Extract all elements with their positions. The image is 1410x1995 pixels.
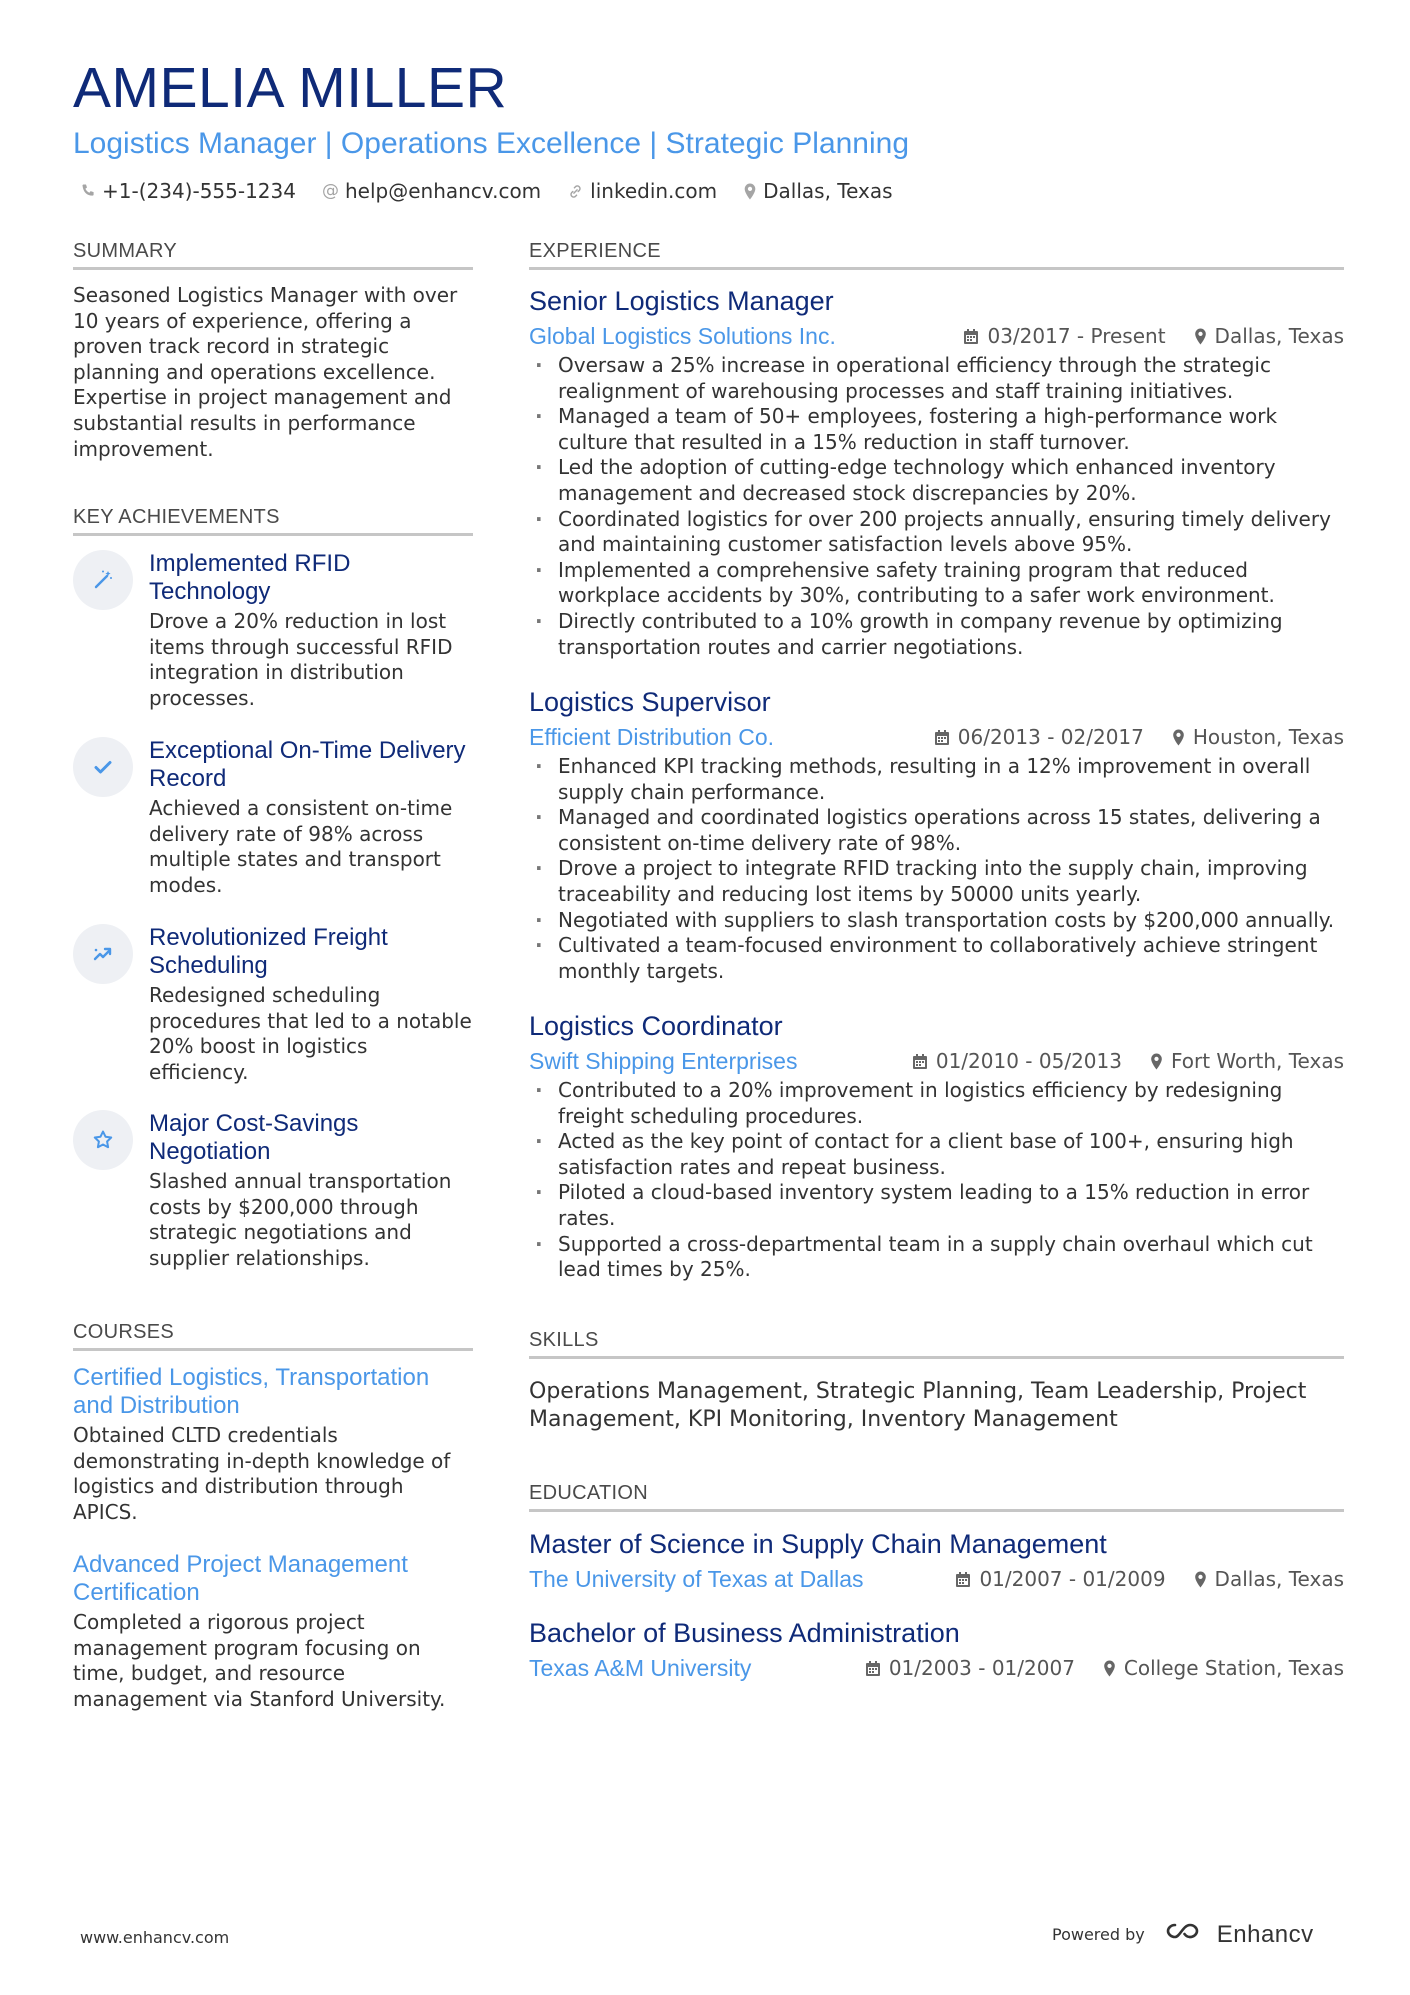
phone-icon [80, 183, 96, 199]
achievements-section-title: KEY ACHIEVEMENTS [73, 505, 473, 536]
link-icon [567, 183, 584, 200]
phone-text: +1-(234)-555-1234 [102, 179, 296, 203]
location-pin-icon [1150, 1053, 1163, 1070]
course-title: Certified Logistics, Transportation and Distribution [73, 1364, 430, 1419]
company-name: Swift Shipping Enterprises [529, 1047, 798, 1074]
job-entry [529, 285, 1344, 660]
contact-phone [80, 177, 296, 205]
degree-title: Master of Science in Supply Chain Management [529, 1529, 1107, 1559]
job-bullet: · Supported a cross-departmental team in a supply chain overhaul which cut lead times by 25%. [529, 1232, 1344, 1283]
job-dates: 06/2013 - 02/2017 [957, 725, 1144, 749]
trend-arrow-icon [73, 924, 133, 984]
job-entry [529, 1010, 1344, 1283]
job-role: Logistics Supervisor [529, 687, 771, 717]
job-bullet: · Contributed to a 20% improvement in logistics efficiency by redesigning freight scheduling procedures. [529, 1078, 1344, 1129]
education-entry [529, 1528, 1344, 1594]
candidate-name: AMELIA MILLER [73, 56, 508, 120]
achievement-title: Exceptional On-Time Delivery Record [149, 737, 466, 792]
school-name: Texas A&M University [529, 1654, 752, 1681]
location-pin-icon [743, 183, 757, 200]
star-icon [73, 1110, 133, 1170]
job-bullet: · Implemented a comprehensive safety training program that reduced workplace accidents by 30%, contributing to a safer work environment. [529, 558, 1344, 609]
calendar-icon [865, 1660, 881, 1677]
course-title: Advanced Project Management Certification [73, 1551, 408, 1606]
job-bullet: · Managed a team of 50+ employees, fostering a high-performance work culture that resulted in a 15% reduction in staff turnover. [529, 404, 1344, 455]
job-location: Fort Worth, Texas [1170, 1049, 1344, 1073]
achievement-description: Achieved a consistent on-time delivery rate of 98% across multiple states and transport modes. [149, 796, 453, 897]
job-bullet: · Managed and coordinated logistics operations across 15 states, delivering a consistent on-time delivery rate of 98%. [529, 805, 1344, 856]
job-bullet: · Negotiated with suppliers to slash transportation costs by $200,000 annually. [529, 908, 1344, 934]
location-text: Dallas, Texas [763, 179, 893, 203]
contact-linkedin[interactable] [567, 177, 717, 205]
education-section-title: EDUCATION [529, 1481, 1344, 1512]
powered-by-label: Powered by [1052, 1925, 1145, 1944]
job-bullet: · Coordinated logistics for over 200 projects annually, ensuring timely delivery and maintaining customer satisfaction levels above 95%. [529, 507, 1344, 558]
skills-text: Operations Management, Strategic Planning, Team Leadership, Project Management, KPI Monitoring, Inventory Management [529, 1379, 1307, 1432]
course-item [73, 1364, 473, 1525]
achievement-item [73, 550, 473, 711]
degree-title: Bachelor of Business Administration [529, 1618, 960, 1648]
company-name: Global Logistics Solutions Inc. [529, 322, 836, 349]
contact-bar [80, 177, 893, 205]
location-pin-icon [1172, 729, 1185, 746]
job-bullet: · Led the adoption of cutting-edge technology which enhanced inventory management and decreased stock discrepancies by 20%. [529, 455, 1344, 506]
job-role: Senior Logistics Manager [529, 286, 834, 316]
summary-text: Seasoned Logistics Manager with over 10 years of experience, offering a proven track record in strategic planning and operations excellence. Expertise in project management and substantial results in performance improvement. [73, 283, 458, 461]
achievement-title: Revolutionized Freight Scheduling [149, 924, 388, 979]
check-icon [73, 737, 133, 797]
calendar-icon [955, 1571, 971, 1588]
location-pin-icon [1194, 328, 1207, 345]
course-description: Completed a rigorous project management program focusing on time, budget, and resource management via Stanford University. [73, 1610, 446, 1711]
company-name: Efficient Distribution Co. [529, 723, 775, 750]
calendar-icon [963, 328, 979, 345]
achievement-item [73, 924, 473, 1085]
job-location: Houston, Texas [1192, 725, 1344, 749]
footer-website-link[interactable]: www.enhancv.com [80, 1928, 230, 1947]
education-dates: 01/2003 - 01/2007 [888, 1656, 1075, 1680]
achievement-item [73, 737, 473, 898]
achievement-description: Redesigned scheduling procedures that led to a notable 20% boost in logistics efficiency. [149, 983, 472, 1084]
location-pin-icon [1103, 1660, 1116, 1677]
job-bullet: · Enhanced KPI tracking methods, resulting in a 12% improvement in overall supply chain performance. [529, 754, 1344, 805]
calendar-icon [912, 1053, 928, 1070]
brand-logo[interactable] [1163, 1919, 1314, 1950]
at-sign-icon: @ [321, 181, 339, 201]
courses-section-title: COURSES [73, 1320, 473, 1351]
job-bullet: · Cultivated a team-focused environment to collaboratively achieve stringent monthly targets. [529, 933, 1344, 984]
education-entry [529, 1617, 1344, 1683]
magic-wand-icon [73, 550, 133, 610]
job-bullets [529, 353, 1344, 660]
linkedin-text[interactable]: linkedin.com [590, 179, 718, 203]
job-bullets [529, 754, 1344, 984]
achievement-description: Drove a 20% reduction in lost items through successful RFID integration in distribution processes. [149, 609, 453, 710]
calendar-icon [934, 729, 950, 746]
job-dates: 01/2010 - 05/2013 [935, 1049, 1122, 1073]
school-name: The University of Texas at Dallas [529, 1565, 864, 1592]
skills-section-title: SKILLS [529, 1328, 1344, 1359]
infinity-logo-icon [1163, 1919, 1209, 1950]
email-text[interactable]: help@enhancv.com [344, 179, 542, 203]
summary-section-title: SUMMARY [73, 239, 473, 270]
course-description: Obtained CLTD credentials demonstrating in-depth knowledge of logistics and distribution through APICS. [73, 1423, 451, 1524]
contact-email[interactable] [322, 177, 541, 205]
job-location: Dallas, Texas [1214, 324, 1344, 348]
experience-section-title: EXPERIENCE [529, 239, 1344, 270]
achievement-title: Major Cost-Savings Negotiation [149, 1110, 359, 1165]
achievement-item [73, 1110, 473, 1271]
job-bullet: · Drove a project to integrate RFID tracking into the supply chain, improving traceability and reducing lost items by 50000 units yearly. [529, 856, 1344, 907]
course-item [73, 1551, 473, 1712]
achievement-description: Slashed annual transportation costs by $200,000 through strategic negotiations and supplier relationships. [149, 1169, 452, 1270]
job-entry [529, 686, 1344, 984]
contact-location [743, 177, 892, 205]
location-pin-icon [1194, 1571, 1207, 1588]
job-role: Logistics Coordinator [529, 1011, 783, 1041]
education-dates: 01/2007 - 01/2009 [979, 1567, 1166, 1591]
achievement-title: Implemented RFID Technology [149, 550, 351, 605]
job-bullet: · Piloted a cloud-based inventory system leading to a 15% reduction in error rates. [529, 1180, 1344, 1231]
job-bullets [529, 1078, 1344, 1283]
brand-name: Enhancv [1216, 1920, 1314, 1948]
education-location: Dallas, Texas [1214, 1567, 1344, 1591]
job-bullet: · Oversaw a 25% increase in operational efficiency through the strategic realignment of warehousing processes and staff training initiatives. [529, 353, 1344, 404]
candidate-headline: Logistics Manager | Operations Excellence | Strategic Planning [73, 127, 910, 160]
footer-branding [1052, 1919, 1314, 1950]
job-dates: 03/2017 - Present [987, 324, 1166, 348]
job-bullet: · Acted as the key point of contact for a client base of 100+, ensuring high satisfaction rates and repeat business. [529, 1129, 1344, 1180]
job-bullet: · Directly contributed to a 10% growth in company revenue by optimizing transportation routes and carrier negotiations. [529, 609, 1344, 660]
education-location: College Station, Texas [1123, 1656, 1344, 1680]
